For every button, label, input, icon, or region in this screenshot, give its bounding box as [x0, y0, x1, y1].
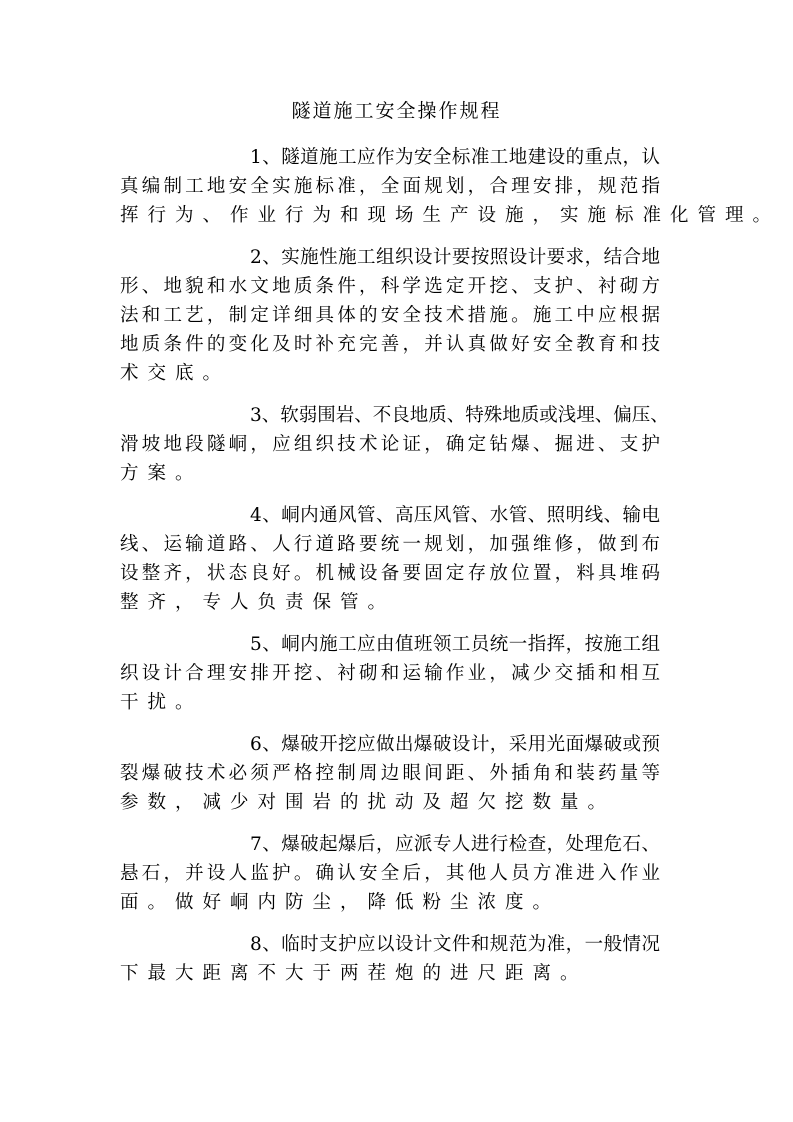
paragraph-line: 形、地貌和水文地质条件，科学选定开挖、支护、衬砌方 — [120, 276, 660, 297]
paragraph-2 — [120, 243, 660, 388]
paragraph-line: 地质条件的变化及时补充完善，并认真做好安全教育和技 — [120, 334, 660, 355]
paragraph-3 — [120, 401, 669, 488]
paragraph-line: 1、隧道施工应作为安全标准工地建设的重点，认 — [250, 147, 660, 168]
paragraph-4 — [120, 501, 660, 617]
document-body — [120, 143, 781, 1001]
paragraph-line: 方案。 — [120, 463, 203, 484]
paragraph-line: 悬石，并设人监护。确认安全后，其他人员方准进入作业 — [120, 863, 660, 884]
paragraph-line: 下最大距离不大于两茬炮的进尺距离。 — [120, 963, 588, 984]
paragraph-line: 6、爆破开挖应做出爆破设计，采用光面爆破或预 — [250, 734, 660, 755]
document-title: 隧道施工安全操作规程 — [291, 100, 502, 122]
paragraph-line: 设整齐，状态良好。机械设备要固定存放位置，料具堆码 — [120, 563, 660, 584]
paragraph-line: 法和工艺，制定详细具体的安全技术措施。施工中应根据 — [120, 305, 660, 326]
paragraph-line: 整齐，专人负责保管。 — [120, 592, 396, 613]
paragraph-line: 织设计合理安排开挖、衬砌和运输作业，减少交插和相互 — [120, 663, 660, 684]
paragraph-line: 线、运输道路、人行道路要统一规划，加强维修，做到布 — [120, 534, 660, 555]
paragraph-7 — [120, 830, 660, 917]
paragraph-line: 滑坡地段隧峒，应组织技术论证，确定钻爆、掘进、支护 — [120, 434, 660, 455]
paragraph-line: 参数，减少对围岩的扰动及超欠挖数量。 — [120, 792, 616, 813]
paragraph-line: 术交底。 — [120, 363, 231, 384]
paragraph-line: 7、爆破起爆后，应派专人进行检查，处理危石、 — [250, 834, 660, 855]
paragraph-6 — [120, 730, 660, 817]
paragraph-line: 3、软弱围岩、不良地质、特殊地质或浅埋、偏压、 — [250, 405, 669, 426]
paragraph-line: 裂爆破技术必须严格控制周边眼间距、外插角和装药量等 — [120, 763, 660, 784]
paragraph-line: 面。做好峒内防尘，降低粉尘浓度。 — [120, 892, 561, 913]
paragraph-line: 干扰。 — [120, 692, 203, 713]
paragraph-line: 8、临时支护应以设计文件和规范为准，一般情况 — [250, 934, 660, 955]
paragraph-line: 真编制工地安全实施标准，全面规划，合理安排，规范指 — [120, 176, 660, 197]
paragraph-8 — [120, 930, 660, 988]
paragraph-line: 2、实施性施工组织设计要按照设计要求，结合地 — [250, 247, 660, 268]
paragraph-line: 挥行为、作业行为和现场生产设施，实施标准化管理。 — [120, 205, 781, 226]
paragraph-line: 5、峒内施工应由值班领工员统一指挥，按施工组 — [250, 634, 660, 655]
paragraph-5 — [120, 630, 660, 717]
paragraph-line: 4、峒内通风管、高压风管、水管、照明线、输电 — [250, 505, 660, 526]
paragraph-1 — [120, 143, 781, 230]
